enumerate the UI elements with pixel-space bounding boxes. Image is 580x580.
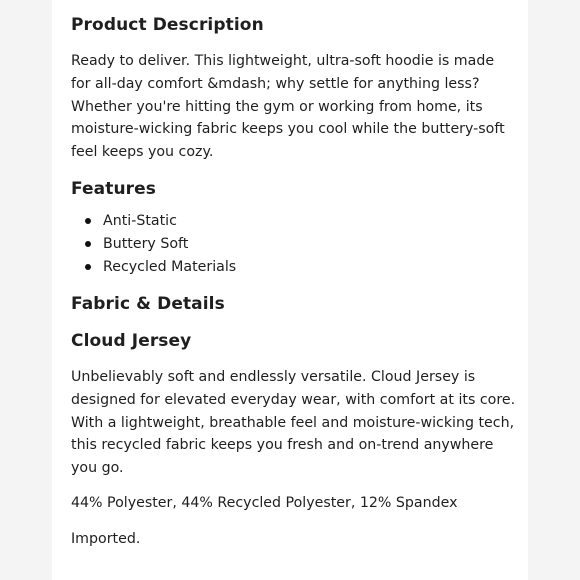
fabric-details-heading: Fabric & Details bbox=[71, 293, 225, 314]
feature-item-recycled-materials: Recycled Materials bbox=[71, 256, 518, 279]
cloud-jersey-heading: Cloud Jersey bbox=[71, 330, 192, 351]
fabric-description-text: Unbelievably soft and endlessly versatile. Cloud Jersey is designed for elevated everyday wear, with comfort at its core. With a lightweight, breathable feel and moisture-wicking tech, this recycled fabric keeps you fresh and on-trend anywhere you go. bbox=[71, 368, 516, 477]
product-details-panel bbox=[52, 0, 528, 580]
fabric-composition: 44% Polyester, 44% Recycled Polyester, 12% Spandex bbox=[71, 494, 458, 511]
feature-item-anti-static: Anti-Static bbox=[71, 210, 518, 233]
product-description-heading: Product Description bbox=[71, 15, 264, 35]
features-heading: Features bbox=[71, 178, 156, 199]
product-description-text: Ready to deliver. This lightweight, ultra-soft hoodie is made for all-day comfort &mdash; why settle for anything less? Whether you're hitting the gym or working from home, its moisture-wicking fabric keeps you cool while the buttery-soft feel keeps you cozy. bbox=[71, 53, 505, 161]
features-list bbox=[71, 210, 518, 279]
country-of-origin: Imported. bbox=[71, 530, 141, 547]
feature-item-buttery-soft: Buttery Soft bbox=[71, 233, 518, 256]
